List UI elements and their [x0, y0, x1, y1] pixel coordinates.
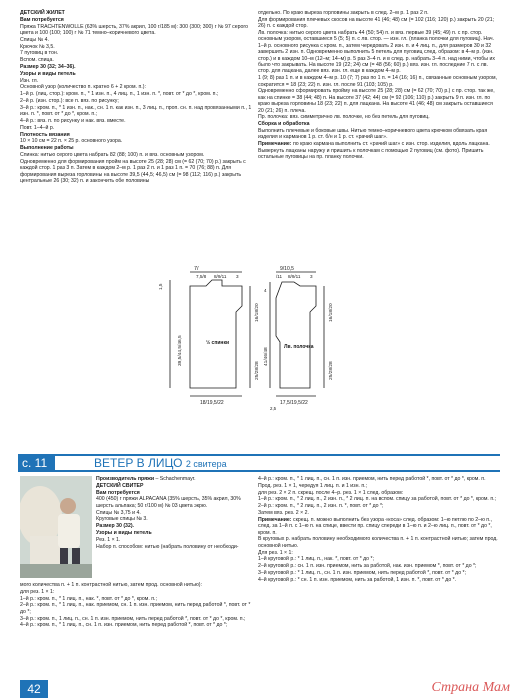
- pattern-line: 4–й круговой р.: * сн. 1 п. изн. приемом, нить за работой, 1 изн. п. *, повт. от * до *.: [258, 576, 457, 583]
- section-title: [94, 456, 227, 470]
- pattern-line: 1–й р.: кром. п., * 1 лиц. п., нак. *, повт. от * до *, кром. п.;: [20, 595, 157, 602]
- work-text: Для формирования плечевых скосов на высоте 41 (46; 48) см (= 102 (116; 120) р.) закрыть 20 (21; 26) п. с каждой стор.: [258, 16, 495, 30]
- dim-label: 41/46/48: [264, 347, 269, 366]
- dim-label: 39,5/44,5/46,5: [178, 335, 183, 366]
- pattern-line: Набор п. способом: нитью (набрать половину от необходи-: [96, 543, 239, 550]
- pattern-line: Прод. рез. 1 × 1, чередуя 1 лиц. п. и 1 изн. п.;: [258, 482, 368, 489]
- dim-label: 4: [264, 288, 267, 293]
- materials-heading: Вам потребуется: [20, 16, 64, 23]
- pattern-line: 4–й р.: вяз. п. по рисунку и нак. вяз. вместе.: [20, 117, 126, 124]
- work-text: Одновременно сформировать пройму на высоте 25 (28; 28) см (= 62 (70; 70) р.) с пр. стор. так же, как на спинке = 38 (44; 48) п. На высоте 37 (42; 44) см (= 92 (106; 110) р.) закрыть 9 п. изн. гл. по краю выреза горловины 18 (23; 22) п. для лацкана. На высоте 41 (46; 48) см закрыть оставшиеся 20 (21; 26) п. плеча.: [258, 88, 495, 114]
- back-schematic: [170, 272, 250, 396]
- section-banner: [18, 454, 500, 472]
- dim-label: 7/: [194, 266, 199, 272]
- pattern-line: Изн. гл.: [20, 77, 39, 84]
- pattern-line: 3–й р.: кром. п., 1 лиц. п., сн. 1 п. изн. приемом, нить перед работой *, повт. от * до *, кром. п.;: [20, 615, 246, 622]
- pattern-line: 3–й р.: кром. п., * 1 изн. п., нак., сн. 1 п. как изн. п., 3 лиц. п., проп. сн. п. над провязанными п., 1 изн. п. *, повт. от * до *, кром. п.;: [20, 104, 252, 118]
- dim-label: 16/18/20: [255, 303, 260, 322]
- dim-label: 3: [310, 274, 313, 279]
- density-heading: Плотность вязания: [20, 131, 70, 138]
- density-text: 10 × 10 см = 22 п. × 25 р. основного узора.: [20, 138, 123, 145]
- materials-text: 400 (450) г пряжи ALPACANA (35% шерсть, 35% акрил, 30% шерсть альпака; 50 г/100 м) № 03 цвета экрю.: [96, 496, 241, 509]
- schematic-label: Лв. полочка: [284, 344, 314, 350]
- patterns-heading: Узоры и виды петель: [96, 529, 152, 536]
- back-outline: [190, 280, 242, 388]
- pattern-line: Затем вяз. рез. 2 × 2.: [258, 509, 309, 516]
- pattern-line: Для рез. 1 × 1:: [258, 549, 293, 556]
- pattern-line: для рез. 1 × 1:: [20, 588, 55, 595]
- vest-instructions-column-2: [258, 10, 498, 161]
- section-title-main: ВЕТЕР В ЛИЦО: [94, 456, 183, 470]
- pattern-line: мого количества п. + 1 п. контрастной нитью, затем прод. основной нитью):: [20, 582, 202, 588]
- producer-name: – Schachenmayr.: [155, 476, 196, 482]
- section-subtitle: 2 свитера: [185, 459, 227, 469]
- patterns-heading: Узоры и виды петель: [20, 70, 76, 77]
- note-text: [258, 517, 502, 536]
- work-text: 1 (9; 8) раз 1 п. и в каждом 4–м р. 10 (7; 7) раз по 1 п. = 14 (16; 16) п., связанные основным узором, сократится = 18 (23; 22) п. изн. гл. после 91 (103; 105) р.: [258, 75, 498, 88]
- note-text: [258, 141, 498, 147]
- sweater-instructions-continued: [20, 582, 252, 629]
- assembly-text: Вывернуть лацканы наружу и пришить к полочкам с помощью 2 пуговиц (см. фото). Пришить остальные пуговицы на пр. планку полочки.: [258, 148, 484, 161]
- dim-label: 8/9/11: [214, 274, 227, 279]
- work-text: Одновременно для формирования пройм на высоте 25 (28; 28) см (= 62 (70; 70) р.) закрыть с каждой стор. 1 раз 3 п. Затем в каждом 2–м р. 1 раз 2 п. и 1 раз 1 п. = 70 (76; 88) п. Для формирования выреза горловины на высоте 39,5 (44,5; 46,5) см (= 98 (112; 116) р.) закрыть центральные 26 (30; 32) п. и закончить обе половины: [20, 158, 246, 184]
- note-label: Примечание:: [258, 516, 292, 523]
- assembly-heading: Сборка и обработка: [258, 121, 310, 128]
- dim-label: 2,5: [270, 406, 277, 411]
- dim-label: 9/10,5: [280, 266, 294, 272]
- dim-label: 8/9/11: [288, 274, 301, 279]
- producer-label: Производитель пряжи: [96, 476, 155, 482]
- note-label: Примечание:: [258, 141, 292, 148]
- pattern-line: Рез. 1 × 1.: [96, 536, 121, 543]
- producer-line: [96, 476, 252, 482]
- pattern-line: 4–й р.: кром. п., * 1 лиц. п., сн. 1 п. изн. приемом, нить перед работой *, повт. от * до *, кром. п.: [258, 476, 486, 482]
- work-text: отдельно. По краю выреза горловины закрыть в след. 2–м р. 1 раз 2 п.: [258, 10, 429, 16]
- materials-text: Пряжа TRACHTENWOLLE (63% шерсть, 37% акрил, 100 г/185 м): 300 (300; 300) г № 97 серого цвета и 100 (100; 100) г № 71 темно–коричневого цвета.: [20, 23, 249, 36]
- needles-text: Спицы № 3,75 и 4.: [96, 509, 141, 516]
- note-body: по краю кармана выполнить ст. «рачий шаг» с изн. стор. изделия, вдоль лацкана.: [292, 141, 490, 148]
- aux-needle-text: Вспом. спица.: [20, 57, 54, 64]
- pattern-line: 1–й круговой р.: * 1 лиц. п., нак. *, повт. от * до *;: [258, 556, 374, 563]
- dim-label: 3: [236, 274, 239, 279]
- work-heading: Выполнение работы: [20, 145, 74, 152]
- pattern-line: 2–й р. (изн. стор.): все п. вяз. по рисунку;: [20, 97, 119, 104]
- work-text: Лв. полочка: нитью серого цвета набрать 44 (50; 54) п. и вяз. первые 39 (45; 49) п. с пр. стор. основным узором, оставшиеся 5 (5; 5) п. с лв. стор. — изн. гл. (планка полочки для пуговиц). Нач. 1–й р. основного рисунка с кром. п., затем чередовать 2 изн. п. и 4 лиц. п., для размеров 30 и 32 завершить 2 изн. п. Одновременно выполнить 5 петель для пуговиц след. образом: в 4–м р. (изн. стор.) и в каждом 10–м (12–м; 14–м) р. 5 раз 3–4 п. и в след. р. набрать 3–4 п. над ними, чтобы их было что закрывать. На высоте 19 (22; 24) см (= 48 (56; 60) р.) вяз. изн. гл. последние 7 п. с лв. стор. для лацкана, далее вяз. изн. гл. еще в каждом 4–м р.: [258, 30, 495, 75]
- pattern-schematics: [150, 262, 360, 412]
- dim-label: 25/28/28: [329, 361, 334, 380]
- assembly-text: Выполнить плечевые и боковые швы. Нитью темно–коричневого цвета крючком обвязать края изделия и карманов 1 р. ст. б/н и 1 р. ст. «рачий шаг».: [258, 128, 488, 141]
- needles-text: Круговые спицы № 3.: [96, 516, 148, 523]
- dim-label: /11: [276, 274, 283, 279]
- size-text: Размер 30 (32; 34–36).: [20, 63, 76, 70]
- sweater-instructions-column: [96, 476, 252, 550]
- needles-text: Спицы № 4.: [20, 36, 49, 43]
- pattern-line: 2–й р.: кром. п., * 1 лиц. п., нак. приемом, сн. 1 п. изн. приемом, нить перед работой *, повт. от * до *;: [20, 602, 251, 615]
- front-outline: [276, 282, 316, 388]
- front-schematic: [270, 272, 324, 396]
- sweater-instructions-column-2: [258, 476, 502, 584]
- dim-label: 7,5/8: [196, 274, 207, 279]
- dim-label: 18/19,5/22: [200, 400, 224, 406]
- vest-instructions-column: [20, 10, 252, 185]
- work-text: Спинка: нитью серого цвета набрать 82 (88; 100) п. и вяз. основным узором.: [20, 151, 205, 158]
- schematic-label: ½ спинки: [206, 340, 230, 346]
- vest-title: ДЕТСКИЙ ЖИЛЕТ: [20, 10, 65, 16]
- hook-text: Крючок № 3,5.: [20, 43, 55, 50]
- pattern-line: 4–й р.: кром. п., * 1 лиц. п., сн. 1 п. изн. приемом, нить перед работой *, повт. от * до *;: [20, 622, 228, 629]
- dim-label: 17,5/19,5/22: [280, 400, 308, 406]
- pattern-line: Основной узор (количество п. кратно 6 + 2 кром. п.):: [20, 84, 146, 91]
- pattern-line: В круговых р. набрать половину необходимого количества п. + 1 п. контрастной нитью; затем прод. основной нитью.: [258, 536, 498, 549]
- pattern-line: для рез. 2 × 2 п. скрещ. после 4–р. рез. 1 × 1 след. образом:: [258, 489, 404, 496]
- materials-heading: Вам потребуется: [96, 489, 140, 496]
- pattern-line: 3–й круговой р.: * 1 лиц. п., сн. 1 п. изн. приемом, нить перед работой *, повт. от * до *;: [258, 569, 466, 576]
- site-watermark: Страна Мам: [431, 680, 510, 695]
- pattern-line: 2–й р.: кром. п., * 2 лиц. п., 2 изн. п. *, повт. от * до *;: [258, 503, 384, 510]
- work-text: Пр. полочка: вяз. симметрично лв. полочке, но без петель для пуговиц.: [258, 114, 430, 121]
- dim-label: 16/18/20: [329, 303, 334, 322]
- dim-label: 1,5: [158, 283, 163, 290]
- photo-illustration: [20, 476, 92, 578]
- buttons-text: 7 пуговиц в тон.: [20, 50, 59, 57]
- pattern-line: 2–й круговой р.: сн. 1 п. изн. приемом, нить за работой, нак. изн. приемом *, повт. от * до *;: [258, 563, 477, 570]
- pattern-line: 1–й р. (лиц. стор.): кром. п., * 1 изн. п., 4 лиц. п., 1 изн. п. *, повт. от * до *, кром. п.;: [20, 91, 219, 98]
- size-text: Размер 30 (32).: [96, 523, 134, 530]
- product-photo: [20, 476, 92, 578]
- pattern-line: Повт. 1–4–й р.: [20, 124, 55, 131]
- page-number: 42: [20, 680, 48, 698]
- pattern-line: 1–й р.: кром. п., * 2 лиц. п., 2 изн. п., * 2 лиц. п. на вспом. спицу за работой, повт. от * до *, кром. п.;: [258, 496, 497, 503]
- page-ref-tab: с. 11: [18, 456, 55, 470]
- dim-label: 25/28/28: [255, 361, 260, 380]
- note-body: скрещ. п. можно выполнить без узора «коса» след. образом: 1–ю петлю по 2–ю п., след. за 1–й п. с 1–ю п. на спице, ввести пр. спицу спереди в 1–ю п. и 2–ю лиц. п., повт. от * до *, кром. п.: [258, 516, 492, 536]
- sweater-title: ДЕТСКИЙ СВИТЕР: [96, 482, 144, 489]
